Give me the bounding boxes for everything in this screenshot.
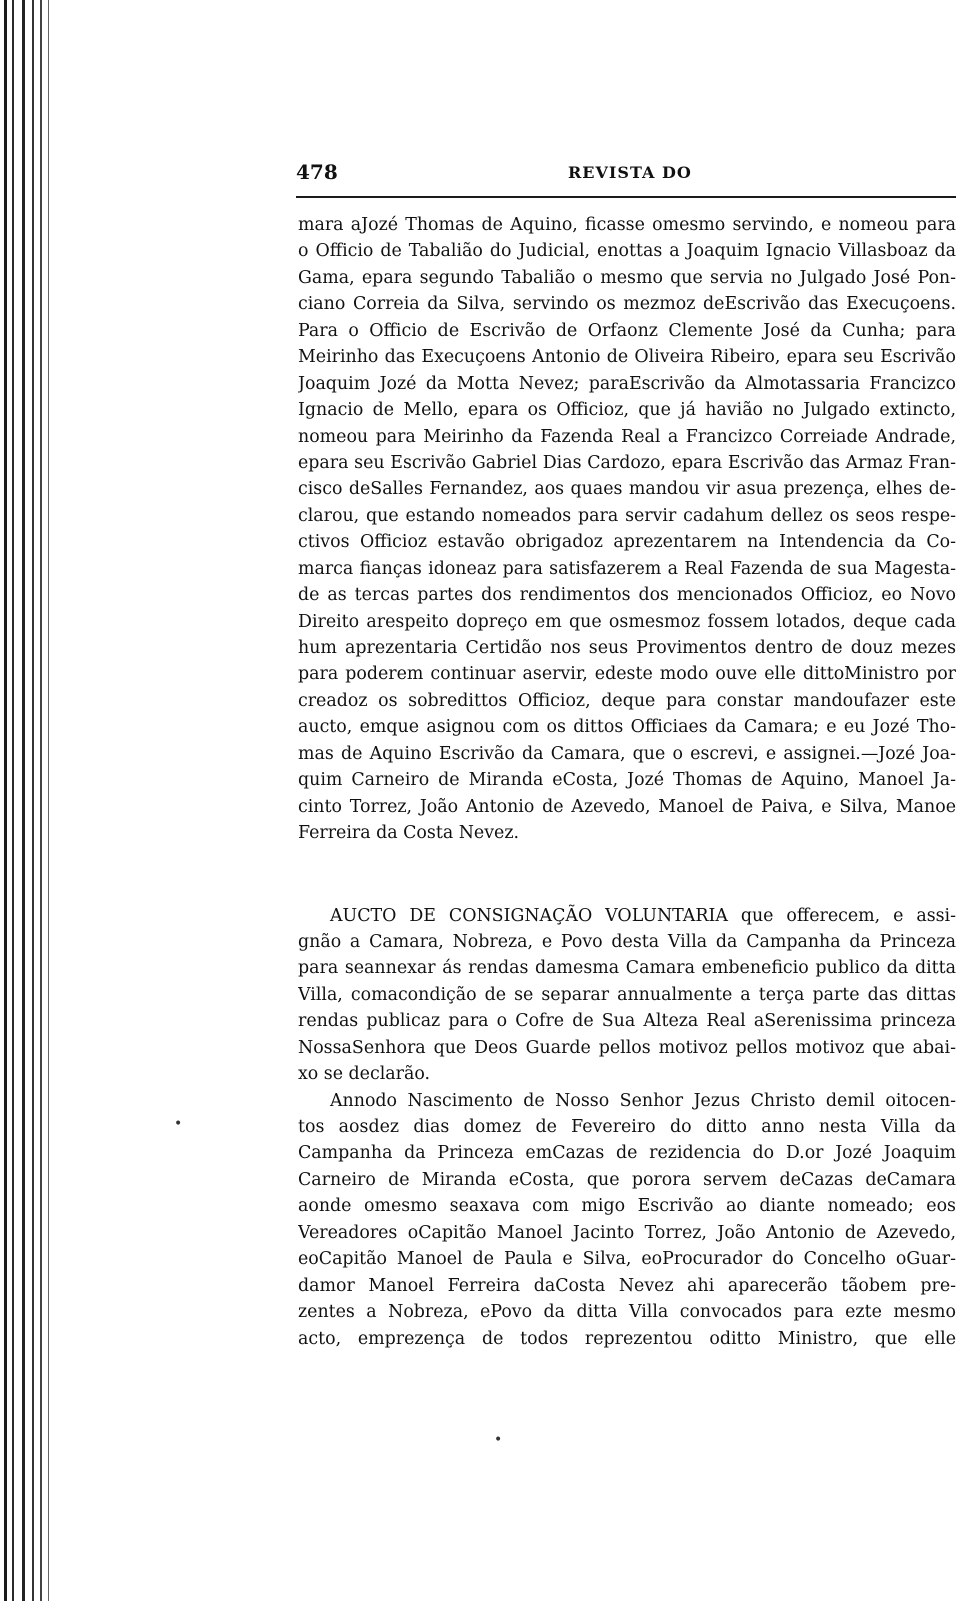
text-line: hum aprezentaria Certidão nos seus Provimentos dentro de douz mezes: [298, 638, 956, 658]
page-binding-edge: [0, 0, 54, 1601]
text-line: aucto, emque asignou com os dittos Officiaes da Camara; e eu Jozé Tho-: [298, 717, 956, 738]
text-line: creadoz os sobredittos Officioz, deque para constar mandoufazer este: [298, 690, 956, 711]
heading-line: rendas publicaz para o Cofre de Sua Alteza Real aSerenissima princeza: [298, 1011, 956, 1032]
heading-first-line: [298, 903, 956, 929]
text-line: aonde omesmo seaxava com migo Escrivão ao diante nomeado; eos: [298, 1196, 956, 1217]
heading-title: AUCTO DE CONSIGNAÇÃO VOLUNTARIA: [330, 905, 728, 926]
running-title: REVISTA DO: [568, 163, 692, 182]
text-line: acto, emprezença de todos reprezentou oditto Ministro, que elle: [298, 1328, 956, 1349]
heading-line: xo se declarão.: [298, 1064, 431, 1085]
page-header: [296, 160, 956, 190]
text-line: ciano Correia da Silva, servindo os mezmoz deEscrivão das Execuçoens.: [298, 294, 956, 315]
text-line: Annodo Nascimento de Nosso Senhor Jezus Christo demil oitocen-: [330, 1090, 956, 1111]
text-line: mara aJozé Thomas de Aquino, ficasse omesmo servindo, e nomeou para: [298, 215, 956, 235]
text-line: Carneiro de Miranda eCosta, que porora servem deCazas deCamara: [298, 1169, 956, 1190]
section-gap: [298, 847, 956, 903]
text-line: Ignacio de Mello, epara os Officioz, que já havião no Julgado extincto,: [298, 400, 956, 421]
text-line: zentes a Nobreza, ePovo da ditta Villa convocados para ezte mesmo: [298, 1302, 956, 1323]
text-line: nomeou para Meirinho da Fazenda Real a Francizco Correiade Andrade,: [298, 426, 956, 447]
heading-line: NossaSenhora que Deos Guarde pellos motivoz pellos motivoz que abai-: [298, 1037, 956, 1058]
text-line: cisco deSalles Fernandez, aos quaes mandou vir asua prezença, elhes de-: [298, 479, 956, 500]
text-line: ctivos Officioz estavão obrigadoz aprezentarem na Intendencia da Co-: [298, 532, 956, 553]
text-line: cinto Torrez, João Antonio de Azevedo, Manoel de Paiva, e Silva, Manoe: [298, 796, 956, 817]
text-line: o Officio de Tabalião do Judicial, enottas a Joaquim Ignacio Villasboaz da: [298, 241, 956, 262]
text-line: marca fianças idoneaz para satisfazerem a Real Fazenda de sua Magesta-: [298, 558, 956, 579]
heading-line: para seannexar ás rendas damesma Camara embeneficio publico da ditta: [298, 958, 956, 979]
text-line: Ferreira da Costa Nevez.: [298, 823, 520, 844]
text-line: Gama, epara segundo Tabalião o mesmo que servia no Julgado José Pon-: [298, 267, 956, 288]
paragraph-1: [298, 212, 956, 847]
heading-line: gnão a Camara, Nobreza, e Povo desta Villa da Campanha da Princeza: [298, 931, 956, 952]
text-line: tos aosdez dias domez de Fevereiro do ditto anno nesta Villa da: [298, 1117, 956, 1137]
text-line: Joaquim Jozé da Motta Nevez; paraEscrivão da Almotassaria Francizco: [298, 373, 956, 394]
paragraph-2: [298, 1088, 956, 1352]
text-line: Direito arespeito dopreço em que osmesmoz fossem lotados, deque cada: [298, 611, 956, 632]
document-body: [298, 212, 956, 1352]
text-line: quim Carneiro de Miranda eCosta, Jozé Thomas de Aquino, Manoel Ja-: [298, 770, 956, 791]
text-line: clarou, que estando nomeados para servir cadahum dellez os seos respe-: [298, 505, 956, 526]
text-line: Campanha da Princeza emCazas de rezidencia do D.or Jozé Joaquim: [298, 1143, 956, 1164]
text-line: damor Manoel Ferreira daCosta Nevez ahi aparecerão tãobem pre-: [298, 1275, 956, 1296]
section-heading: [298, 903, 956, 1088]
text-line: eoCapitão Manoel de Paula e Silva, eoProcurador do Concelho oGuar-: [298, 1249, 956, 1270]
text-line: de as tercas partes dos rendimentos dos mencionados Officioz, eo Novo: [298, 585, 956, 606]
margin-speck: •: [174, 1116, 183, 1132]
text-line: epara seu Escrivão Gabriel Dias Cardozo, epara Escrivão das Armaz Fran-: [298, 452, 956, 473]
header-rule: [296, 196, 956, 198]
text-line: mas de Aquino Escrivão da Camara, que o escrevi, e assignei.—Jozé Joa-: [298, 743, 956, 764]
text-line: Vereadores oCapitão Manoel Jacinto Torrez, João Antonio de Azevedo,: [298, 1222, 956, 1243]
text-line: Para o Officio de Escrivão de Orfaonz Clemente José da Cunha; para: [298, 320, 956, 341]
page-number: 478: [296, 160, 338, 184]
text-line: para poderem continuar aservir, edeste modo ouve elle dittoMinistro por: [298, 664, 956, 685]
margin-speck: •: [494, 1432, 503, 1448]
text-line: Meirinho das Execuçoens Antonio de Oliveira Ribeiro, epara seu Escrivão: [298, 347, 956, 368]
heading-line: Villa, comacondição de se separar annualmente a terça parte das dittas: [298, 984, 956, 1005]
heading-first-rest: que offerecem, e assi-: [740, 905, 956, 926]
